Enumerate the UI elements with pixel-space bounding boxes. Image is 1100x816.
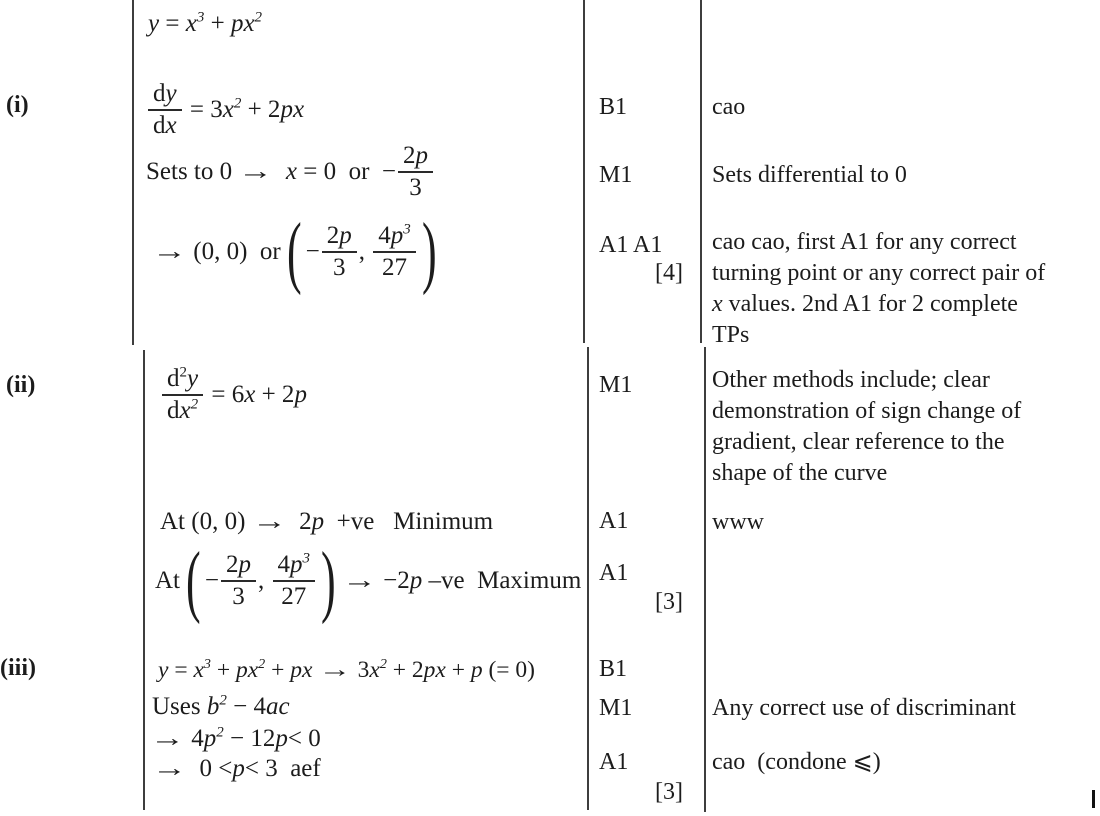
math-italic: $x^3$ <box>193 655 211 683</box>
math-text: d <box>153 112 166 139</box>
math-text: 2 <box>226 550 239 578</box>
superscript: 2 <box>233 95 242 112</box>
work-eq-derivative <box>146 79 305 139</box>
close-paren: ) <box>421 208 437 296</box>
math-text: Sets to 0 <box>146 158 239 185</box>
math-italic: x <box>712 291 723 317</box>
math-text <box>273 158 286 186</box>
fraction <box>219 552 258 611</box>
mark-a1a1-i: A1 A1 <box>599 232 663 258</box>
math-text: 27 <box>381 254 407 281</box>
math-text: < 3 aef <box>244 755 321 782</box>
divider-comments-column-top <box>700 0 702 343</box>
math-italic: p <box>238 550 251 578</box>
math-text: = 3 <box>183 96 223 123</box>
comment-discriminant: Any correct use of discriminant <box>712 695 1016 721</box>
mark-a1b-ii: A1 <box>599 560 629 586</box>
fraction-denominator <box>322 253 357 281</box>
math-text: 3 <box>409 174 422 201</box>
math-text: demonstration of sign change of <box>712 398 1022 424</box>
fraction-numerator <box>398 143 433 173</box>
superscript: 2 <box>219 692 227 709</box>
math-text: 2 <box>326 221 340 249</box>
superscript: 2 <box>216 724 224 741</box>
superscript: 3 <box>403 221 411 238</box>
superscript: 2 <box>258 655 266 672</box>
comment-cao: cao <box>712 94 746 120</box>
comment-other-methods <box>712 365 1100 489</box>
math-text: − <box>204 567 219 594</box>
math-text: values. 2nd A1 for 2 complete <box>722 291 1018 317</box>
arrow-icon: → <box>238 158 274 185</box>
math-text: (= 0) <box>482 656 535 683</box>
math-text: 4 <box>185 725 204 752</box>
fraction-denominator <box>398 173 433 201</box>
arrow-icon: → <box>341 567 377 594</box>
part-label-iii: (iii) <box>0 655 36 681</box>
math-text <box>336 567 342 595</box>
fraction <box>271 552 318 611</box>
superscript: 2 <box>179 364 187 381</box>
mark-b1-iii: B1 <box>599 656 628 682</box>
math-italic: p <box>339 221 352 249</box>
math-italic: ac <box>265 693 290 720</box>
math-italic: $x^2$ <box>222 95 242 123</box>
math-text: −2 <box>376 567 410 594</box>
fraction <box>320 223 359 282</box>
math-text: − 12 <box>223 725 276 752</box>
math-italic: $p^2$ <box>203 724 224 752</box>
math-text: + 2 <box>241 96 281 123</box>
math-text: shape of the curve <box>712 460 888 486</box>
open-paren: ( <box>286 208 302 296</box>
math-text: cao cao, first A1 for any correct <box>712 229 1017 255</box>
math-text: d <box>167 397 180 424</box>
math-text: + <box>210 656 236 683</box>
fraction-numerator <box>148 81 182 111</box>
math-italic: x <box>165 112 177 139</box>
fraction-numerator <box>221 552 256 582</box>
math-italic: px <box>290 656 313 683</box>
arrow-icon: → <box>152 238 187 265</box>
math-italic: x <box>244 381 256 408</box>
math-text: = <box>168 656 194 683</box>
comment-www: www <box>712 509 764 535</box>
math-italic: $p^3$ <box>390 221 411 249</box>
math-text: 3 <box>332 254 346 281</box>
math-text: turning point or any correct pair of <box>712 260 1046 286</box>
big-paren-group <box>286 208 437 296</box>
superscript: 2 <box>190 396 199 413</box>
math-text: 4 <box>378 221 391 249</box>
math-text: 27 <box>281 583 307 610</box>
close-paren: ) <box>320 537 336 625</box>
mark-b1-i: B1 <box>599 94 628 120</box>
math-text: gradient, clear reference to the <box>712 429 1005 455</box>
math-text: + <box>204 10 231 37</box>
divider-part-column-bottom <box>143 350 145 810</box>
fraction-denominator <box>273 582 316 610</box>
work-max-test <box>155 537 582 625</box>
math-italic: $p^3$ <box>290 550 310 578</box>
fraction-numerator <box>273 552 316 582</box>
superscript: 2 <box>379 655 387 672</box>
math-text: Other methods include; clear <box>712 367 990 393</box>
superscript: 3 <box>302 550 310 567</box>
math-text: = <box>159 10 186 37</box>
fraction <box>396 143 435 202</box>
fraction-denominator <box>148 111 182 139</box>
math-text: 4 <box>277 550 290 578</box>
work-eq-cubic-derivative <box>158 650 535 690</box>
math-text: , <box>258 567 271 594</box>
math-italic: p <box>409 567 423 594</box>
math-text: , <box>358 238 372 265</box>
arrow-icon: → <box>251 508 287 535</box>
fraction-denominator <box>373 253 416 281</box>
math-italic: $b^2$ <box>206 692 227 720</box>
math-text: At <box>155 567 187 594</box>
open-paren: ( <box>186 537 201 625</box>
mark-a1a-ii: A1 <box>599 508 629 534</box>
math-italic: p <box>275 725 288 752</box>
math-text: –ve Maximum <box>422 567 582 594</box>
work-min-test <box>160 502 493 542</box>
math-italic: p <box>311 508 325 535</box>
fraction <box>371 223 418 282</box>
work-eq-second-derivative <box>160 364 307 424</box>
math-italic: $x^3$ <box>185 9 205 37</box>
mark-total-i: [4] <box>655 260 683 286</box>
fraction <box>160 366 205 425</box>
math-text: + 2 <box>255 381 295 408</box>
mark-m1-iii: M1 <box>599 695 633 721</box>
math-text: At (0, 0) <box>160 508 252 535</box>
part-label-ii: (ii) <box>6 372 36 398</box>
math-text: + <box>445 656 471 683</box>
part-label-i: (i) <box>6 92 29 118</box>
math-text: 2 <box>403 141 416 169</box>
math-italic: $x^2$ <box>179 396 199 424</box>
arrow-icon: → <box>150 725 185 752</box>
fraction-denominator <box>162 396 203 424</box>
math-italic: $x^2$ <box>369 655 387 683</box>
mark-m1-i: M1 <box>599 162 633 188</box>
math-italic: p <box>232 755 245 782</box>
comment-first-a1 <box>712 227 1100 351</box>
divider-marks-column-bottom <box>587 347 589 810</box>
math-text: TPs <box>712 322 750 348</box>
page-edge-mark <box>1092 790 1095 808</box>
math-text: − <box>305 238 320 265</box>
math-text: 0 < <box>187 755 233 782</box>
math-text: + 2 <box>386 656 424 683</box>
math-text: 3 <box>232 583 245 610</box>
mark-total-iii: [3] <box>655 779 683 805</box>
fraction-numerator <box>162 366 203 396</box>
superscript: 2 <box>254 9 263 26</box>
fraction-numerator <box>322 223 357 253</box>
math-text: d <box>153 79 166 107</box>
math-italic: y <box>148 10 160 37</box>
math-text: 3 <box>351 656 370 683</box>
comment-cao-condone: cao (condone ⩽) <box>712 749 881 775</box>
math-text: = 0 or − <box>296 158 397 185</box>
divider-comments-column-bottom <box>704 347 706 812</box>
math-italic: y <box>165 79 177 107</box>
math-text: +ve Minimum <box>324 508 494 535</box>
math-italic: p <box>470 656 483 683</box>
fraction <box>146 81 184 140</box>
big-paren-group <box>186 537 336 625</box>
work-turning-points <box>152 208 437 296</box>
mark-a1-iii: A1 <box>599 749 629 775</box>
math-italic: p <box>415 141 429 169</box>
fraction-denominator <box>221 582 256 610</box>
comment-sets-differential: Sets differential to 0 <box>712 162 907 188</box>
math-italic: px <box>423 656 446 683</box>
math-text: (0, 0) or <box>187 238 287 265</box>
math-text: + <box>265 656 291 683</box>
arrow-icon: → <box>152 755 187 782</box>
superscript: 3 <box>196 9 205 26</box>
superscript: 3 <box>203 655 211 672</box>
math-italic: $px^2$ <box>235 655 266 683</box>
mark-total-ii: [3] <box>655 589 683 615</box>
math-italic: p <box>294 381 307 408</box>
math-italic: x <box>285 158 297 185</box>
fraction-numerator <box>373 223 416 253</box>
math-italic: y <box>158 656 169 683</box>
math-text: − 4 <box>226 693 266 720</box>
divider-marks-column-top <box>583 0 585 343</box>
math-text: Uses <box>152 693 207 720</box>
paren-content <box>302 223 422 282</box>
math-italic: y <box>187 364 199 392</box>
paren-content <box>201 552 321 611</box>
math-text: 2 <box>286 508 312 535</box>
math-italic: px <box>280 96 305 123</box>
mark-m1-ii: M1 <box>599 372 633 398</box>
work-solution <box>152 749 321 789</box>
math-text: $d^2$ <box>167 364 187 392</box>
math-italic: $px^2$ <box>230 9 263 37</box>
arrow-icon: → <box>318 656 352 683</box>
work-sets-to-zero <box>146 141 435 201</box>
math-text: = 6 <box>205 381 245 408</box>
divider-part-column-top <box>132 0 134 345</box>
work-eq-curve <box>148 4 262 44</box>
math-text: < 0 <box>287 725 321 752</box>
